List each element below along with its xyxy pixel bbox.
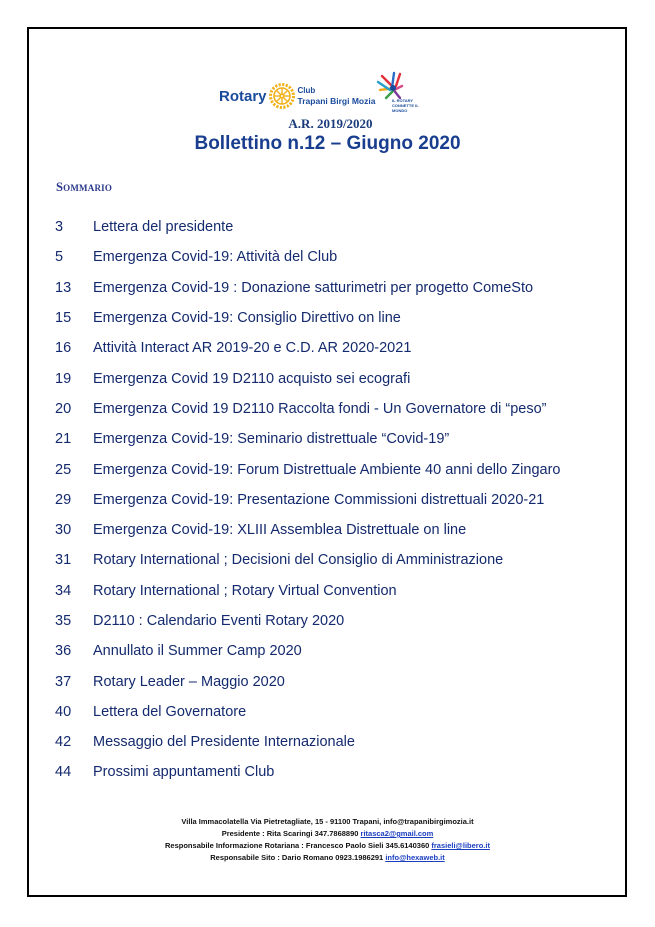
- footer-address: Villa Immacolatella Via Pietretagliate, 15 - 91100 Trapani, info@trapanibirgimozia.it: [181, 817, 474, 826]
- sommario-heading: Sommario: [56, 180, 113, 194]
- toc-page-number: 21: [55, 431, 72, 448]
- toc-page-number: 15: [55, 310, 72, 327]
- toc-entry-title: Emergenza Covid-19: Attività del Club: [93, 249, 338, 266]
- toc-entry-title: Emergenza Covid-19: Forum Distrettuale Ambiente 40 anni dello Zingaro: [93, 461, 561, 478]
- footer: [0, 816, 655, 864]
- toc-page-number: 37: [55, 673, 72, 690]
- site-email-link[interactable]: info@hexaweb.it: [385, 853, 445, 862]
- toc-entry-title: Annullato il Summer Camp 2020: [93, 643, 302, 660]
- connect-caption: IL ROTARY CONNETTE IL MONDO: [392, 98, 419, 113]
- toc-page-number: 30: [55, 522, 72, 539]
- toc-entry[interactable]: [55, 242, 615, 272]
- toc-page-number: 34: [55, 582, 72, 599]
- toc-page-number: 3: [55, 219, 64, 236]
- rotary-wordmark: Rotary: [219, 87, 267, 105]
- rotary-wheel-icon: [269, 83, 295, 109]
- toc-entry[interactable]: [55, 363, 615, 393]
- toc-entry[interactable]: [55, 727, 615, 757]
- toc-page-number: 36: [55, 643, 72, 660]
- club-name: Club Trapani Birgi Mozia: [297, 86, 376, 106]
- toc-page-number: 25: [55, 461, 72, 478]
- rotary-year: A.R. 2019/2020: [288, 116, 373, 131]
- toc-entry[interactable]: [55, 666, 615, 696]
- toc-page-number: 40: [55, 703, 72, 720]
- toc-entry-title: Emergenza Covid-19: Consiglio Direttivo on line: [93, 310, 401, 327]
- toc-entry[interactable]: [55, 636, 615, 666]
- info-email-link[interactable]: frasieli@libero.it: [431, 841, 490, 850]
- toc-entry-title: Rotary Leader – Maggio 2020: [93, 673, 285, 690]
- toc-entry[interactable]: [55, 576, 615, 606]
- toc-entry[interactable]: [55, 545, 615, 575]
- toc-entry[interactable]: [55, 273, 615, 303]
- toc-page-number: 13: [55, 279, 72, 296]
- toc-entry[interactable]: [55, 485, 615, 515]
- toc-page-number: 31: [55, 552, 72, 569]
- footer-president: Presidente : Rita Scaringi 347.7868890 ritasca2@gmail.com: [221, 829, 434, 838]
- toc-entry-title: Attività Interact AR 2019-20 e C.D. AR 2020-2021: [93, 340, 412, 357]
- toc-entry-title: Messaggio del Presidente Internazionale: [93, 734, 355, 751]
- toc-entry[interactable]: [55, 424, 615, 454]
- footer-site-responsible: Responsabile Sito : Dario Romano 0923.1986291 info@hexaweb.it: [210, 853, 445, 862]
- toc-page-number: 29: [55, 491, 72, 508]
- toc-entry[interactable]: [55, 697, 615, 727]
- toc-page-number: 44: [55, 764, 72, 781]
- toc-page-number: 16: [55, 340, 72, 357]
- toc-entry-title: Lettera del presidente: [93, 219, 234, 236]
- toc-entry[interactable]: [55, 515, 615, 545]
- toc-entry-title: Lettera del Governatore: [93, 703, 247, 720]
- toc-page-number: 42: [55, 734, 72, 751]
- bulletin-title: Bollettino n.12 – Giugno 2020: [194, 133, 461, 154]
- toc-entry-title: Emergenza Covid-19: Seminario distrettuale “Covid-19”: [93, 431, 450, 448]
- toc-entry[interactable]: [55, 394, 615, 424]
- table-of-contents: [55, 212, 615, 788]
- toc-entry[interactable]: [55, 212, 615, 242]
- toc-entry-title: D2110 : Calendario Eventi Rotary 2020: [93, 613, 345, 629]
- toc-page-number: 19: [55, 370, 72, 387]
- toc-entry[interactable]: [55, 454, 615, 484]
- rotary-club-logo: [219, 80, 375, 112]
- toc-entry-title: Emergenza Covid 19 D2110 Raccolta fondi - Un Governatore di “peso”: [93, 400, 547, 417]
- toc-entry-title: Rotary International ; Rotary Virtual Convention: [93, 582, 397, 599]
- toc-entry-title: Prossimi appuntamenti Club: [93, 764, 275, 781]
- toc-entry[interactable]: [55, 757, 615, 787]
- toc-entry-title: Rotary International ; Decisioni del Consiglio di Amministrazione: [93, 552, 504, 569]
- toc-entry-title: Emergenza Covid 19 D2110 acquisto sei ecografi: [93, 370, 411, 387]
- toc-entry[interactable]: [55, 606, 615, 636]
- toc-entry[interactable]: [55, 333, 615, 363]
- president-email-link[interactable]: ritasca2@gmail.com: [360, 829, 434, 838]
- toc-entry-title: Emergenza Covid-19: Presentazione Commissioni distrettuali 2020-21: [93, 491, 545, 508]
- footer-info-responsible: Responsabile Informazione Rotariana : Francesco Paolo Sieli 345.6140360 frasieli@libero.it: [165, 841, 490, 850]
- toc-entry-title: Emergenza Covid-19: XLIII Assemblea Distrettuale on line: [93, 522, 467, 539]
- toc-page-number: 20: [55, 400, 72, 417]
- toc-entry[interactable]: [55, 303, 615, 333]
- toc-page-number: 35: [55, 613, 72, 629]
- toc-page-number: 5: [55, 249, 64, 266]
- toc-entry-title: Emergenza Covid-19 : Donazione satturimetri per progetto ComeSto: [93, 279, 534, 296]
